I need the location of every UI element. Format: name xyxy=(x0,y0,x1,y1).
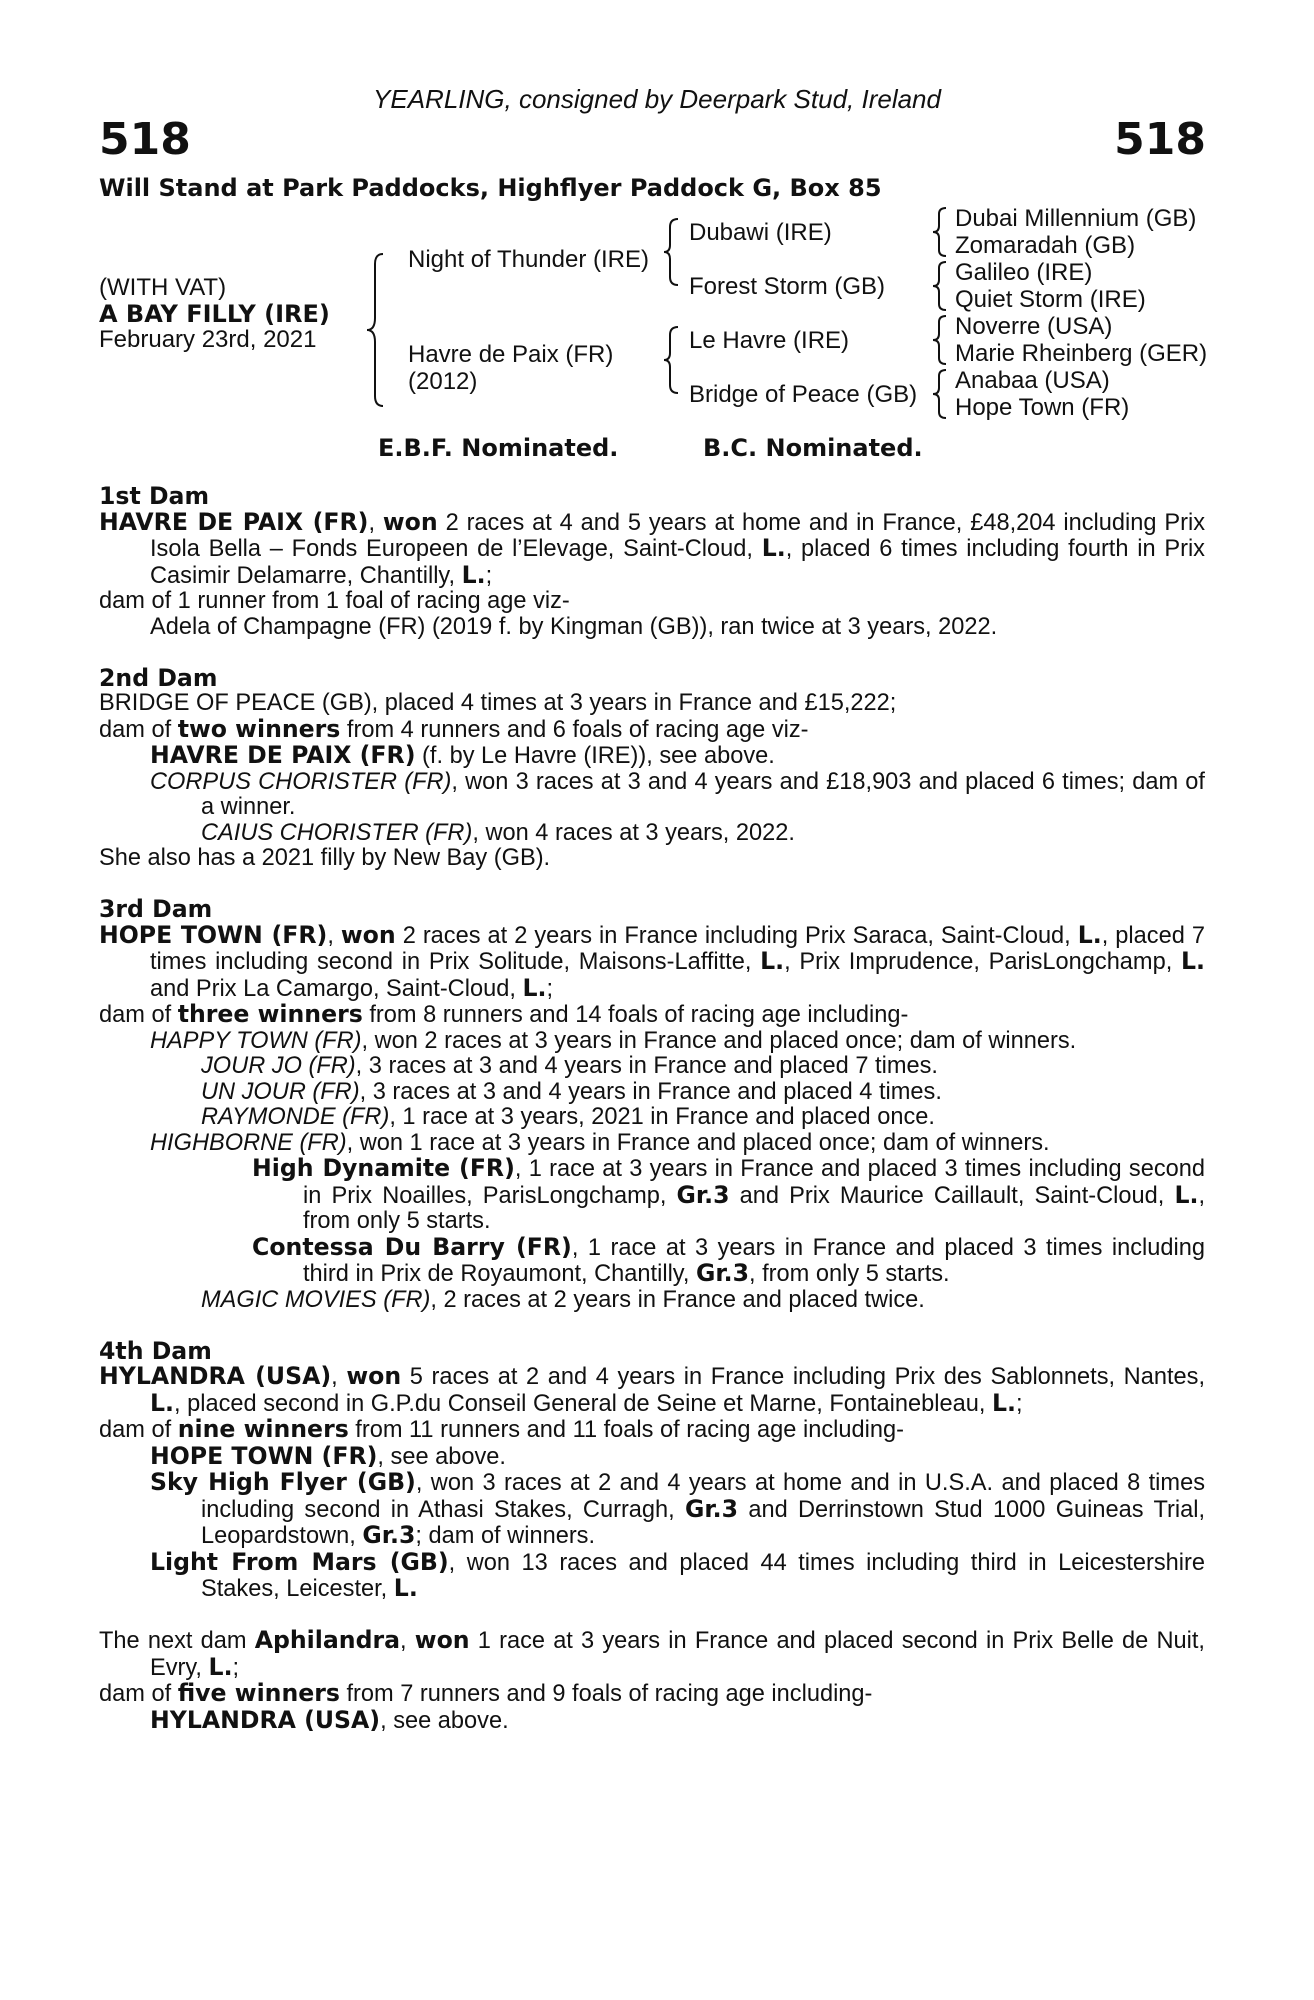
dam4-damof-a: dam of xyxy=(99,1417,178,1443)
section-heading-2nd-dam: 2nd Dam xyxy=(99,663,218,692)
dam2-progeny-2-name: CORPUS CHORISTER (FR) xyxy=(150,768,452,795)
dam4-listed-1: L. xyxy=(150,1388,174,1417)
vat-note: (WITH VAT) xyxy=(99,274,227,301)
dam3-listed-2: L. xyxy=(760,947,785,975)
dam2-damof-a: dam of xyxy=(99,716,178,743)
sire-sire: Dubawi (IRE) xyxy=(689,219,832,246)
magic-movies-name: MAGIC MOVIES (FR) xyxy=(201,1286,431,1313)
dam2-progeny-3-name: CAIUS CHORISTER (FR) xyxy=(201,819,473,846)
dam3-grand-progeny-raymonde xyxy=(99,1105,1205,1131)
dam2-progeny-1 xyxy=(99,743,1205,770)
dam3-text-b: , placed 7 times including second in Prix Solitude, Maisons-Laffitte, xyxy=(150,922,1205,975)
dam3-grand-progeny-contessa xyxy=(99,1232,1205,1288)
sire-dam: Forest Storm (GB) xyxy=(689,273,886,300)
high-dynamite-text-c: , from only 5 starts. xyxy=(303,1182,1206,1234)
catalogue-subtitle: YEARLING, consigned by Deerpark Stud, Ireland xyxy=(373,84,941,114)
dam-dam: Bridge of Peace (GB) xyxy=(689,381,918,408)
dam3-grand-progeny-magic-movies xyxy=(99,1288,1205,1314)
dam4-text-c: ; xyxy=(1016,1390,1023,1417)
dam3-grand-progeny-high-dynamite xyxy=(99,1156,1205,1235)
section-heading-1st-dam: 1st Dam xyxy=(99,482,210,510)
dam3-listed-4: L. xyxy=(522,973,547,1002)
next-dam-damof-a: dam of xyxy=(99,1681,178,1707)
dam2-progeny-3-text: , won 4 races at 3 years, 2022. xyxy=(472,819,795,846)
high-dynamite-listed: L. xyxy=(1174,1180,1199,1209)
high-dynamite-text-b: and Prix Maurice Caillault, Saint-Cloud, xyxy=(729,1182,1175,1209)
section-heading-3rd-dam: 3rd Dam xyxy=(99,895,213,923)
next-dam-produce-summary xyxy=(99,1681,1205,1708)
dam3-name: HOPE TOWN (FR) xyxy=(99,920,328,949)
next-dam-progeny-hylandra xyxy=(99,1705,1205,1735)
jour-jo-text: , 3 races at 3 and 4 years in France and placed 7 times. xyxy=(355,1053,938,1079)
dam2-progeny-2-text: , won 3 races at 3 and 4 years and £18,903 and placed 6 times; dam of a winner. xyxy=(201,768,1205,820)
sire-name: Night of Thunder (IRE) xyxy=(408,246,649,273)
dam1-foal: Adela of Champagne (FR) (2019 f. by Kingman (GB)), ran twice at 3 years, 2022. xyxy=(150,613,998,640)
dam1-produce-summary: dam of 1 runner from 1 foal of racing age viz- xyxy=(99,588,570,614)
dam3-grand-progeny-un-jour xyxy=(99,1080,1205,1106)
dam4-text-b: , placed second in G.P.du Conseil General de Seine et Marne, Fontainebleau, xyxy=(174,1390,993,1417)
dam4-winners: nine winners xyxy=(177,1415,349,1443)
high-dynamite-group: Gr.3 xyxy=(676,1180,730,1209)
next-dam-winners: five winners xyxy=(177,1679,340,1707)
next-dam-text-b: ; xyxy=(232,1654,240,1681)
happy-town-text: , won 2 races at 3 years in France and placed once; dam of winners. xyxy=(361,1027,1077,1054)
next-dam-damof-b: from 7 runners and 9 foals of racing age including- xyxy=(339,1681,873,1707)
dam4-progeny-hope-town xyxy=(99,1441,1205,1471)
contessa-text-b: , from only 5 starts. xyxy=(749,1261,950,1287)
high-dynamite-name: High Dynamite (FR) xyxy=(252,1154,515,1182)
dam2-progeny-2 xyxy=(99,770,1205,821)
dam1-text-b: , placed 6 times including fourth in Prix Casimir Delamarre, Chantilly, xyxy=(150,536,1205,589)
dam4-produce-summary xyxy=(99,1417,1205,1444)
brace-g3-1 xyxy=(930,206,952,258)
sky-high-flyer-name: Sky High Flyer (GB) xyxy=(150,1468,416,1496)
dam4-name: HYLANDRA (USA) xyxy=(99,1362,332,1390)
dam2-progeny-1-name: HAVRE DE PAIX (FR) xyxy=(150,741,416,769)
next-dam-record: The next dam Aphilandra, won 1 race at 3 years in France and placed second in Prix Belle de Nuit, Evry, L.; xyxy=(99,1626,1205,1681)
brace-g3-2 xyxy=(930,260,952,312)
dam3-damof-b: from 8 runners and 14 foals of racing age including- xyxy=(362,1002,909,1028)
ancestor-1: Dubai Millennium (GB) xyxy=(955,205,1197,232)
dam3-produce-summary xyxy=(99,1002,1205,1029)
sky-high-flyer-group-1: Gr.3 xyxy=(685,1494,739,1523)
hylandra-text: , see above. xyxy=(380,1707,509,1734)
dam2-winners: two winners xyxy=(177,714,341,743)
light-from-mars-listed: L. xyxy=(393,1574,418,1602)
dam-name: Havre de Paix (FR) xyxy=(408,341,614,368)
next-dam-listed: L. xyxy=(208,1652,233,1681)
dam4-text-a: 5 races at 2 and 4 years in France including Prix des Sablonnets, Nantes, xyxy=(401,1364,1205,1390)
happy-town-name: HAPPY TOWN (FR) xyxy=(150,1027,362,1054)
dam2-progeny-1-text: (f. by Le Havre (IRE)), see above. xyxy=(415,743,775,769)
light-from-mars-text: , won 13 races and placed 44 times including third in Leicestershire Stakes, Leicester, xyxy=(201,1549,1205,1602)
dam-brace xyxy=(662,324,684,396)
high-dynamite-text-a: , 1 race at 3 years in France and placed 3 times including second in Prix Noailles, ParisLongchamp, xyxy=(303,1156,1205,1209)
sire-dam-brace xyxy=(365,250,395,410)
ancestor-2: Zomaradah (GB) xyxy=(955,232,1136,259)
dam4-listed-2: L. xyxy=(992,1388,1017,1417)
ebf-nomination: E.B.F. Nominated. xyxy=(378,434,619,462)
section-heading-4th-dam: 4th Dam xyxy=(99,1336,212,1365)
raymonde-name: RAYMONDE (FR) xyxy=(201,1104,390,1130)
family-text xyxy=(99,484,1205,1734)
dam4-progeny-light-from-mars xyxy=(99,1547,1205,1603)
brace-g3-3 xyxy=(930,314,952,366)
ancestor-7: Anabaa (USA) xyxy=(955,367,1110,394)
dam3-progeny-highborne xyxy=(99,1131,1205,1157)
next-dam-text-a: 1 race at 3 years in France and placed second in Prix Belle de Nuit, Evry, xyxy=(150,1628,1205,1681)
dam1-text-a: 2 races at 4 and 5 years at home and in France, £48,204 including Prix Isola Bella – Fonds Europeen de l’Elevage, Saint-Cloud, xyxy=(150,509,1205,562)
dam2-damof-b: from 4 runners and 6 foals of racing age viz- xyxy=(340,716,809,743)
dam3-text-a: 2 races at 2 years in France including Prix Saraca, Saint-Cloud, xyxy=(395,922,1078,949)
dam1-won: won xyxy=(382,507,438,536)
dam4-damof-b: from 11 runners and 11 foals of racing age including- xyxy=(348,1417,904,1443)
light-from-mars-name: Light From Mars (GB) xyxy=(150,1547,449,1576)
dam-sire: Le Havre (IRE) xyxy=(689,327,850,354)
sire-brace xyxy=(662,216,684,288)
foaling-date: February 23rd, 2021 xyxy=(99,326,317,353)
dam4-record: HYLANDRA (USA), won 5 races at 2 and 4 years in France including Prix des Sablonnets, Nantes, L., placed second in G.P.du Conseil General de Seine et Marne, Fontainebleau, L.; xyxy=(99,1362,1205,1417)
dam2-produce-summary xyxy=(99,714,1205,744)
horse-name: A BAY FILLY (IRE) xyxy=(99,300,330,328)
dam3-won: won xyxy=(340,920,396,949)
dam3-winners: three winners xyxy=(177,1000,363,1028)
highborne-text: , won 1 race at 3 years in France and placed once; dam of winners. xyxy=(346,1129,1050,1156)
dam2-record: BRIDGE OF PEACE (GB), placed 4 times at 3 years in France and £15,222; xyxy=(99,690,897,716)
highborne-name: HIGHBORNE (FR) xyxy=(150,1129,347,1156)
brace-g3-4 xyxy=(930,368,952,420)
bc-nomination: B.C. Nominated. xyxy=(703,434,923,462)
ancestor-8: Hope Town (FR) xyxy=(955,394,1130,421)
dam1-name: HAVRE DE PAIX (FR) xyxy=(99,507,369,536)
dam3-text-d: and Prix La Camargo, Saint-Cloud, xyxy=(150,975,523,1002)
dam3-damof-a: dam of xyxy=(99,1002,178,1028)
next-dam-name: Aphilandra xyxy=(254,1626,401,1654)
sky-high-flyer-text-a: , won 3 races at 2 and 4 years at home and in U.S.A. and placed 8 times including second in Athasi Stakes, Curragh, xyxy=(201,1470,1205,1523)
un-jour-name: UN JOUR (FR) xyxy=(201,1078,360,1105)
sky-high-flyer-text-c: ; dam of winners. xyxy=(415,1523,596,1549)
ancestor-5: Noverre (USA) xyxy=(955,313,1113,340)
ancestor-4: Quiet Storm (IRE) xyxy=(955,286,1146,313)
hope-town-name: HOPE TOWN (FR) xyxy=(150,1441,378,1470)
dam3-grand-progeny-jour-jo xyxy=(99,1054,1205,1080)
ancestor-6: Marie Rheinberg (GER) xyxy=(955,340,1208,367)
dam1-text-c: ; xyxy=(485,562,493,589)
sky-high-flyer-group-2: Gr.3 xyxy=(362,1521,416,1549)
sky-high-flyer-text-b: and Derrinstown Stud 1000 Guineas Trial, Leopardstown, xyxy=(201,1496,1205,1549)
raymonde-text: , 1 race at 3 years, 2021 in France and placed once. xyxy=(389,1104,935,1130)
lot-number-left: 518 xyxy=(99,114,191,165)
contessa-group: Gr.3 xyxy=(695,1259,749,1287)
magic-movies-text: , 2 races at 2 years in France and placed twice. xyxy=(430,1286,925,1313)
dam1-listed-2: L. xyxy=(461,560,486,589)
ancestor-3: Galileo (IRE) xyxy=(955,259,1093,286)
stand-location: Will Stand at Park Paddocks, Highflyer Paddock G, Box 85 xyxy=(99,174,882,202)
contessa-text-a: , 1 race at 3 years in France and placed 3 times including third in Prix de Royaumont, Chantilly, xyxy=(303,1234,1205,1287)
dam3-listed-1: L. xyxy=(1077,920,1102,949)
next-dam-lead: The next dam xyxy=(99,1628,255,1654)
hope-town-text: , see above. xyxy=(377,1443,506,1470)
dam3-text-e: ; xyxy=(546,975,554,1002)
contessa-name: Contessa Du Barry (FR) xyxy=(252,1232,572,1261)
un-jour-text: , 3 races at 3 and 4 years in France and placed 4 times. xyxy=(359,1078,942,1105)
dam2-also-note: She also has a 2021 filly by New Bay (GB). xyxy=(99,845,551,871)
dam4-progeny-sky-high-flyer xyxy=(99,1470,1205,1550)
dam3-record: HOPE TOWN (FR), won 2 races at 2 years in France including Prix Saraca, Saint-Cloud, L., placed 7 times including second in Prix Solitude, Maisons-Laffitte, L., Prix Imprudence, ParisLongchamp, L. and Prix La Camargo, Saint-Cloud, L.; xyxy=(99,920,1205,1002)
dam-year: (2012) xyxy=(408,368,478,395)
dam1-listed-1: L. xyxy=(761,534,786,562)
jour-jo-name: JOUR JO (FR) xyxy=(201,1053,356,1079)
hylandra-name: HYLANDRA (USA) xyxy=(150,1705,381,1734)
dam3-text-c: , Prix Imprudence, ParisLongchamp, xyxy=(784,949,1181,975)
lot-number-right: 518 xyxy=(1114,114,1206,165)
dam2-progeny-3 xyxy=(99,821,1205,847)
dam3-listed-3: L. xyxy=(1181,947,1205,975)
dam1-record: HAVRE DE PAIX (FR), won 2 races at 4 and 5 years at home and in France, £48,204 including Prix Isola Bella – Fonds Europeen de l’Elevage, Saint-Cloud, L., placed 6 times including fourth in Prix Casimir Delamarre, Chantilly, L.; xyxy=(99,507,1205,589)
dam3-progeny-happy-town xyxy=(99,1029,1205,1055)
dam4-won: won xyxy=(346,1362,402,1390)
next-dam-won: won xyxy=(414,1626,470,1654)
